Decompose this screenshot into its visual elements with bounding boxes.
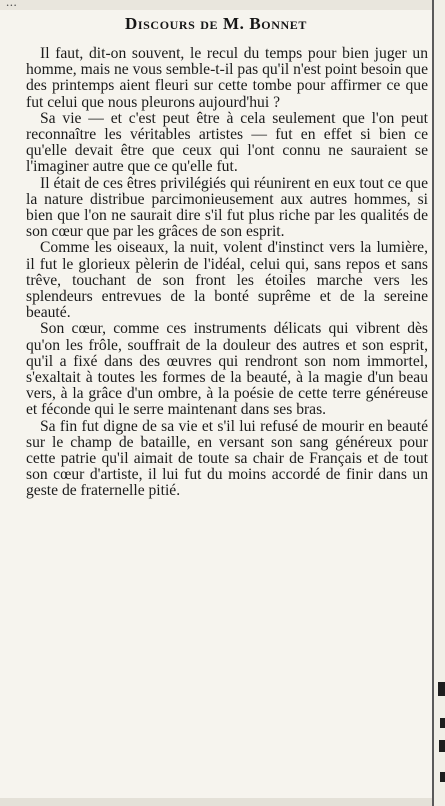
paragraph-3: Il était de ces êtres privilégiés qui réunirent en eux tout ce que la nature distribue parcimonieusement aux autres hommes, si bien que l'on ne saurait dire s'il fut plus riche par les qualités de son cœur que par les grâces de son esprit. [26,174,428,241]
bottom-edge [0,798,432,806]
adjacent-glyph [440,772,445,782]
paragraph-2: Sa vie — et c'est peut être à cela seulement que l'on peut reconnaître les véritables artistes — fut en effet si bien ce qu'elle devait être que ceux qui l'ont connu ne sauraient se l'imaginer autre que ce qu'elle fut. [26,109,428,176]
adjacent-column-fragment [434,0,445,806]
adjacent-glyph [439,740,445,752]
paragraph-1: Il faut, dit-on souvent, le recul du temps pour bien juger un homme, mais ne vous semble-t-il pas qu'il n'est point besoin que des printemps aient fleuri sur cette tombe pour affirmer ce que fut celui que nous pleurons aujourd'hui ? [26,45,428,111]
previous-article-text: ... [6,0,18,9]
paragraph-4: Comme les oiseaux, la nuit, volent d'instinct vers la lumière, il fut le glorieux pèlerin de l'idéal, celui qui, sans repos et sans trêve, touchant de son front les étoiles marche vers les splendeurs entrevues de la bonté suprême et de la sereine beauté. [26,239,428,322]
paragraph-6: Sa fin fut digne de sa vie et s'il lui refusé de mourir en beauté sur le champ de bataille, en versant son sang généreux pour cette patrie qu'il aimait de toute sa chair de Français et de tout son cœur d'artiste, il lui fut du moins accordé de finir dans un geste de fraternelle pitié. [26,417,428,500]
article-title: Discours de M. Bonnet [125,14,307,33]
adjacent-glyph [438,682,445,696]
article-body [26,46,428,500]
adjacent-glyph [440,718,445,728]
previous-article-fragment [0,0,432,10]
paragraph-5: Son cœur, comme ces instruments délicats qui vibrent dès qu'on les frôle, souffrait de la douleur des autres et son esprit, qu'il a fixé dans des œuvres qui rendront son nom immortel, s'exaltait à toutes les formes de la beauté, à la magie d'un beau vers, à la grâce d'un ombre, à la poésie de cette terre généreuse et féconde qui le serre maintenant dans ses bras. [26,320,428,419]
